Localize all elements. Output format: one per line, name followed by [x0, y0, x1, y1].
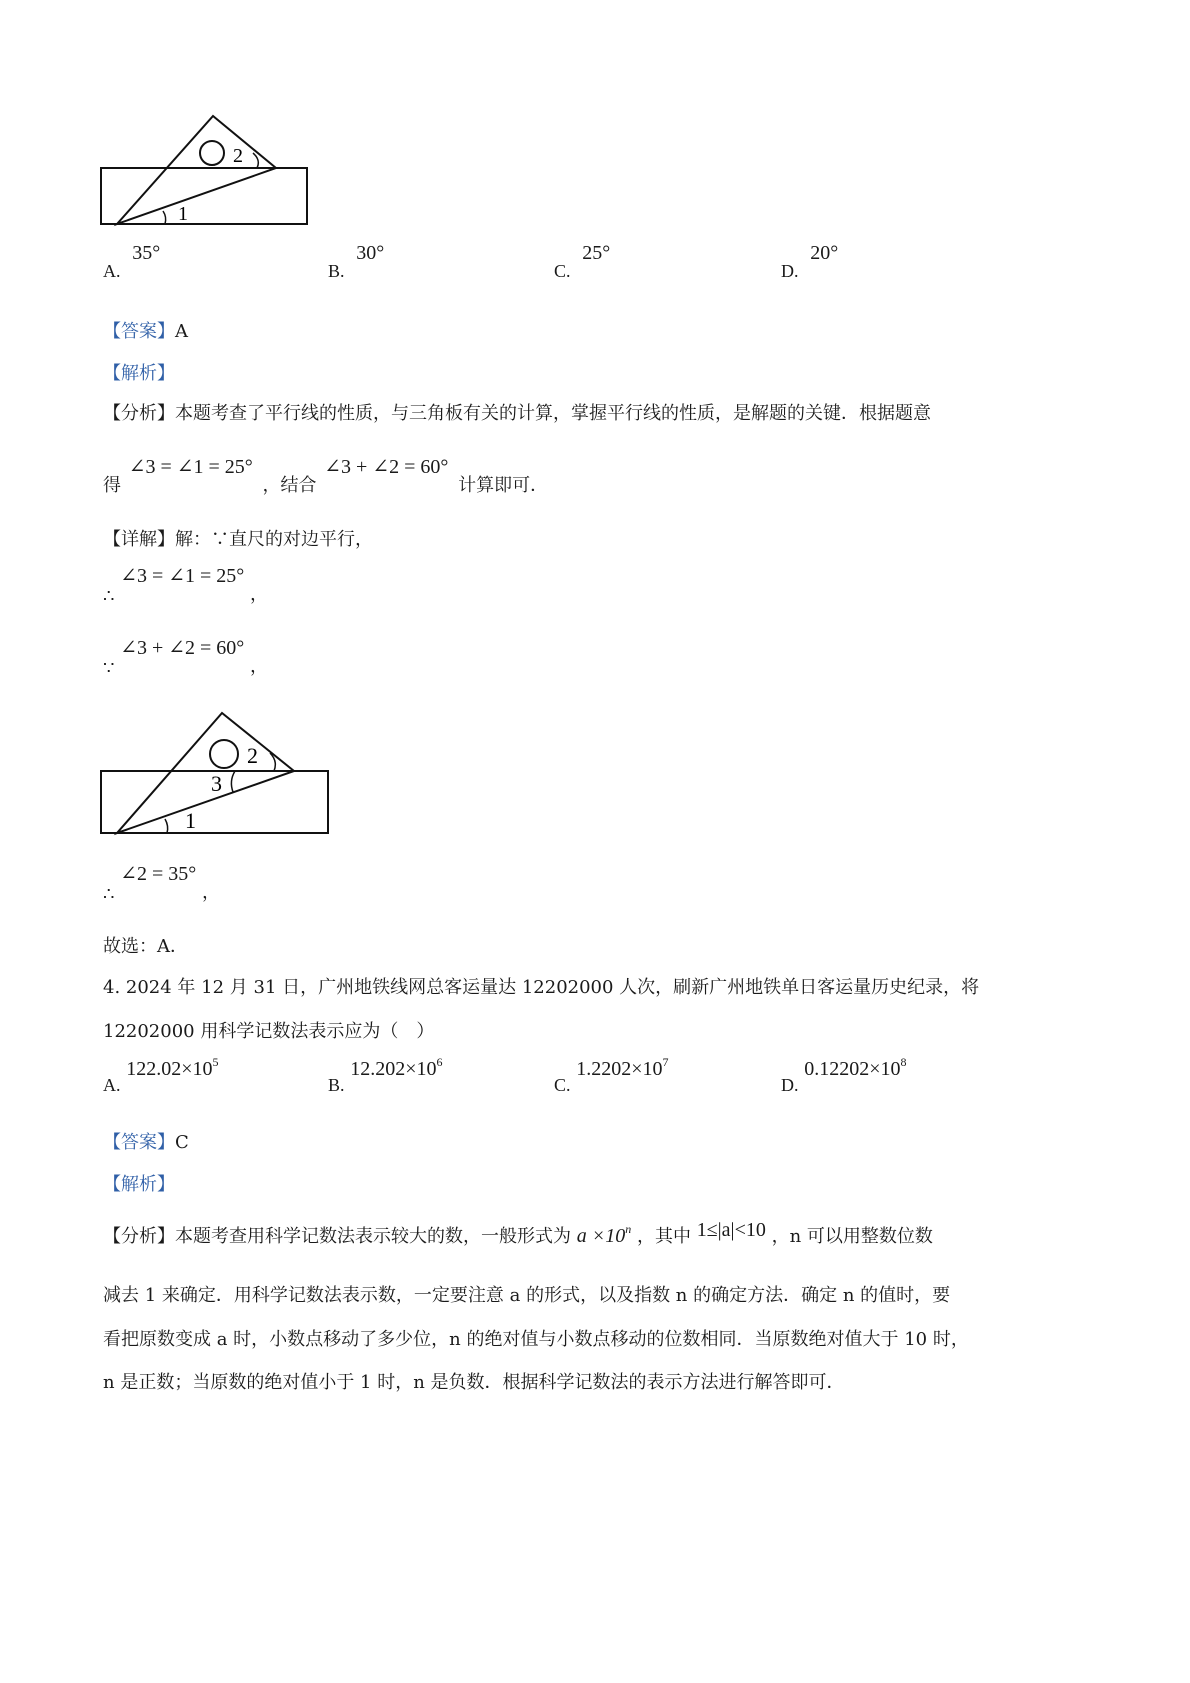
angle-2-label: 2	[233, 145, 243, 167]
detail-punc: ，	[201, 882, 220, 903]
q3-jiexi-tag: 【解析】	[103, 363, 175, 384]
detail-tag: 【详解】	[103, 529, 175, 550]
set-square-triangle	[117, 116, 276, 224]
set-square-triangle	[117, 713, 294, 833]
q3-analysis-line1	[103, 399, 931, 425]
ruler-triangle-figure-2	[95, 705, 340, 840]
q3-answer-line	[103, 317, 188, 343]
analysis-mid: ，结合	[262, 475, 317, 496]
answer-tag: 【答案】	[103, 321, 175, 342]
q4-analysis-line4: n 是正数；当原数的绝对值小于 1 时，n 是负数．根据科学记数法的表示方法进行解答即可．	[103, 1372, 845, 1393]
detail-text: 解：∵直尺的对边平行，	[175, 529, 373, 550]
q3-option-c[interactable]	[554, 242, 611, 281]
angle-3-label: 3	[211, 771, 222, 796]
therefore-symbol: ∴	[103, 884, 115, 905]
angle-2-arc	[253, 153, 258, 168]
option-value: $1.2202\times 10^7$	[576, 1055, 669, 1080]
ruler-triangle-figure-1	[95, 110, 320, 235]
q4-stem-line1: 4. 2024 年 12 月 31 日，广州地铁线网总客运量达 12202000 人次，刷新广州地铁单日客运量历史纪录，将	[103, 977, 980, 998]
q4-option-a[interactable]	[103, 1055, 219, 1095]
q4-option-c[interactable]	[554, 1055, 669, 1095]
ruler-rect	[101, 168, 307, 224]
equation-angle-sum: ∠3 + ∠2 = 60°	[324, 456, 449, 478]
angle-1-arc	[165, 819, 168, 833]
q3-choice-line: 故选：A．	[103, 936, 188, 957]
analysis-tag: 【分析】	[103, 1226, 175, 1247]
analysis-text-c: ，n 可以用整数位数	[771, 1226, 933, 1247]
option-letter: D.	[781, 261, 799, 281]
answer-tag: 【答案】	[103, 1132, 175, 1153]
set-square-hole	[200, 141, 224, 165]
option-letter: B.	[328, 1075, 345, 1095]
because-symbol: ∵	[103, 658, 115, 679]
q4-option-d[interactable]	[781, 1055, 907, 1095]
q3-detail-line1	[103, 525, 373, 551]
option-letter: D.	[781, 1075, 799, 1095]
option-value: $0.12202\times 10^8$	[804, 1055, 907, 1080]
q4-answer-line	[103, 1128, 189, 1154]
option-letter: B.	[328, 261, 345, 281]
option-letter: C.	[554, 1075, 571, 1095]
angle-1-arc	[163, 211, 166, 224]
option-letter: C.	[554, 261, 571, 281]
answer-value: C	[175, 1132, 189, 1153]
angle-1-label: 1	[185, 808, 196, 833]
equation-angle3-eq-angle1: ∠3 = ∠1 = 25°	[128, 456, 253, 478]
q3-option-a[interactable]	[103, 242, 161, 281]
detail-punc: ，	[250, 584, 268, 605]
q4-analysis-line2: 减去 1 来确定．用科学记数法表示数，一定要注意 a 的形式，以及指数 n 的确定方法．确定 n 的值时，要	[103, 1285, 951, 1306]
q3-option-b[interactable]	[328, 242, 385, 281]
option-value: 35°	[132, 242, 161, 264]
detail-equation: ∠3 + ∠2 = 60°	[120, 637, 245, 659]
option-value: $122.02\times 10^5$	[126, 1055, 219, 1080]
q3-analysis-line2	[103, 453, 549, 496]
analysis-suffix: 计算即可．	[458, 475, 549, 496]
option-value: 25°	[582, 242, 611, 264]
scientific-notation-formula: $a \times 10^n$	[576, 1222, 632, 1247]
q4-stem-line2: 12202000 用科学记数法表示应为（ ）	[103, 1021, 435, 1042]
range-inequality: 1≤|a|<10	[696, 1219, 766, 1241]
analysis-text-b: ，其中	[636, 1226, 691, 1247]
q4-analysis-line3: 看把原数变成 a 时，小数点移动了多少位，n 的绝对值与小数点移动的位数相同．当原数绝对值大于 10 时，	[103, 1329, 969, 1350]
analysis-prefix: 得	[103, 475, 121, 496]
q3-option-d[interactable]	[781, 242, 839, 281]
q3-detail-line2	[103, 562, 268, 607]
analysis-tag: 【分析】	[103, 403, 175, 424]
q3-detail-line3	[103, 634, 268, 679]
q4-analysis-line1	[103, 1219, 933, 1248]
detail-equation: ∠3 = ∠1 = 25°	[120, 565, 245, 587]
option-value: 20°	[810, 242, 839, 264]
q4-jiexi-tag: 【解析】	[103, 1174, 175, 1195]
angle-2-label: 2	[247, 743, 258, 768]
set-square-hole	[210, 740, 238, 768]
detail-equation: ∠2 = 35°	[120, 863, 197, 885]
therefore-symbol: ∴	[103, 586, 115, 607]
detail-punc: ，	[250, 656, 268, 677]
angle-3-arc	[231, 771, 235, 792]
q4-option-b[interactable]	[328, 1055, 443, 1095]
option-letter: A.	[103, 1075, 121, 1095]
option-value: 30°	[356, 242, 385, 264]
option-value: $12.202\times 10^6$	[350, 1055, 443, 1080]
analysis-text: 本题考查用科学记数法表示较大的数，一般形式为	[175, 1226, 571, 1247]
analysis-text: 本题考查了平行线的性质，与三角板有关的计算，掌握平行线的性质，是解题的关键．根据题意	[175, 403, 931, 424]
q3-detail-line4	[103, 860, 220, 905]
angle-1-label: 1	[178, 203, 188, 225]
option-letter: A.	[103, 261, 121, 281]
answer-value: A	[175, 321, 188, 342]
